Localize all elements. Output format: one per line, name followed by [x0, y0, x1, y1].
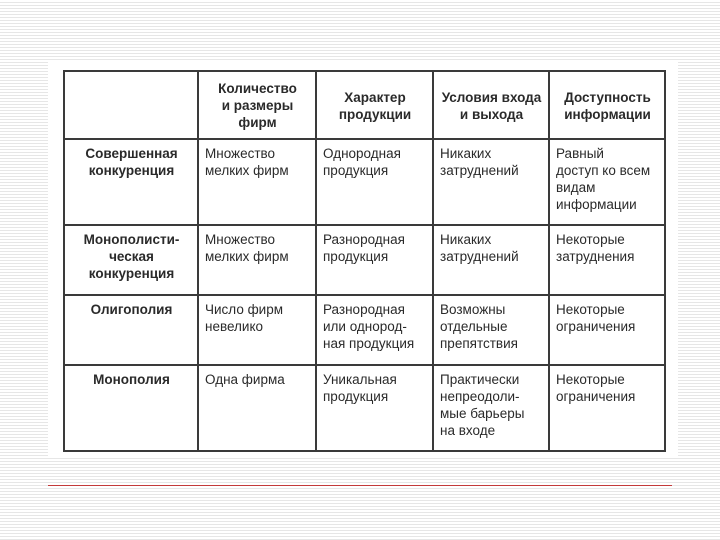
slide-panel	[48, 62, 678, 458]
table-cell: Множество мелких фирм	[198, 225, 316, 295]
table-cell: Одна фирма	[198, 365, 316, 451]
table-header-row	[64, 71, 665, 139]
table-cell: Никаких затруднений	[433, 225, 549, 295]
table-cell: Никаких затруднений	[433, 139, 549, 225]
row-label-monopolistic-competition: Монополисти- ческая конкуренция	[64, 225, 198, 295]
table-cell: Уникальная продукция	[316, 365, 433, 451]
table-cell: Некоторые ограничения	[549, 365, 665, 451]
table-cell: Равный доступ ко всем видам информации	[549, 139, 665, 225]
table-cell: Практически непреодоли- мые барьеры на входе	[433, 365, 549, 451]
table-row	[64, 365, 665, 451]
table-cell: Множество мелких фирм	[198, 139, 316, 225]
table-cell: Однородная продукция	[316, 139, 433, 225]
row-label-perfect-competition: Совершенная конкуренция	[64, 139, 198, 225]
table-cell: Разнородная продукция	[316, 225, 433, 295]
header-cell-corner	[64, 71, 198, 139]
row-label-monopoly: Монополия	[64, 365, 198, 451]
table-cell: Некоторые затруднения	[549, 225, 665, 295]
table-row	[64, 295, 665, 365]
header-cell-firm-count: Количество и размеры фирм	[198, 71, 316, 139]
table-row	[64, 139, 665, 225]
row-label-oligopoly: Олигополия	[64, 295, 198, 365]
table-cell: Разнородная или однород- ная продукция	[316, 295, 433, 365]
header-cell-information: Доступность информации	[549, 71, 665, 139]
table-row	[64, 225, 665, 295]
footer-divider	[48, 485, 672, 486]
header-cell-entry-exit: Условия входа и выхода	[433, 71, 549, 139]
table-cell: Некоторые ограничения	[549, 295, 665, 365]
header-cell-product-type: Характер продукции	[316, 71, 433, 139]
table-cell: Возможны отдельные препятствия	[433, 295, 549, 365]
market-structures-table	[63, 70, 666, 452]
table-cell: Число фирм невелико	[198, 295, 316, 365]
